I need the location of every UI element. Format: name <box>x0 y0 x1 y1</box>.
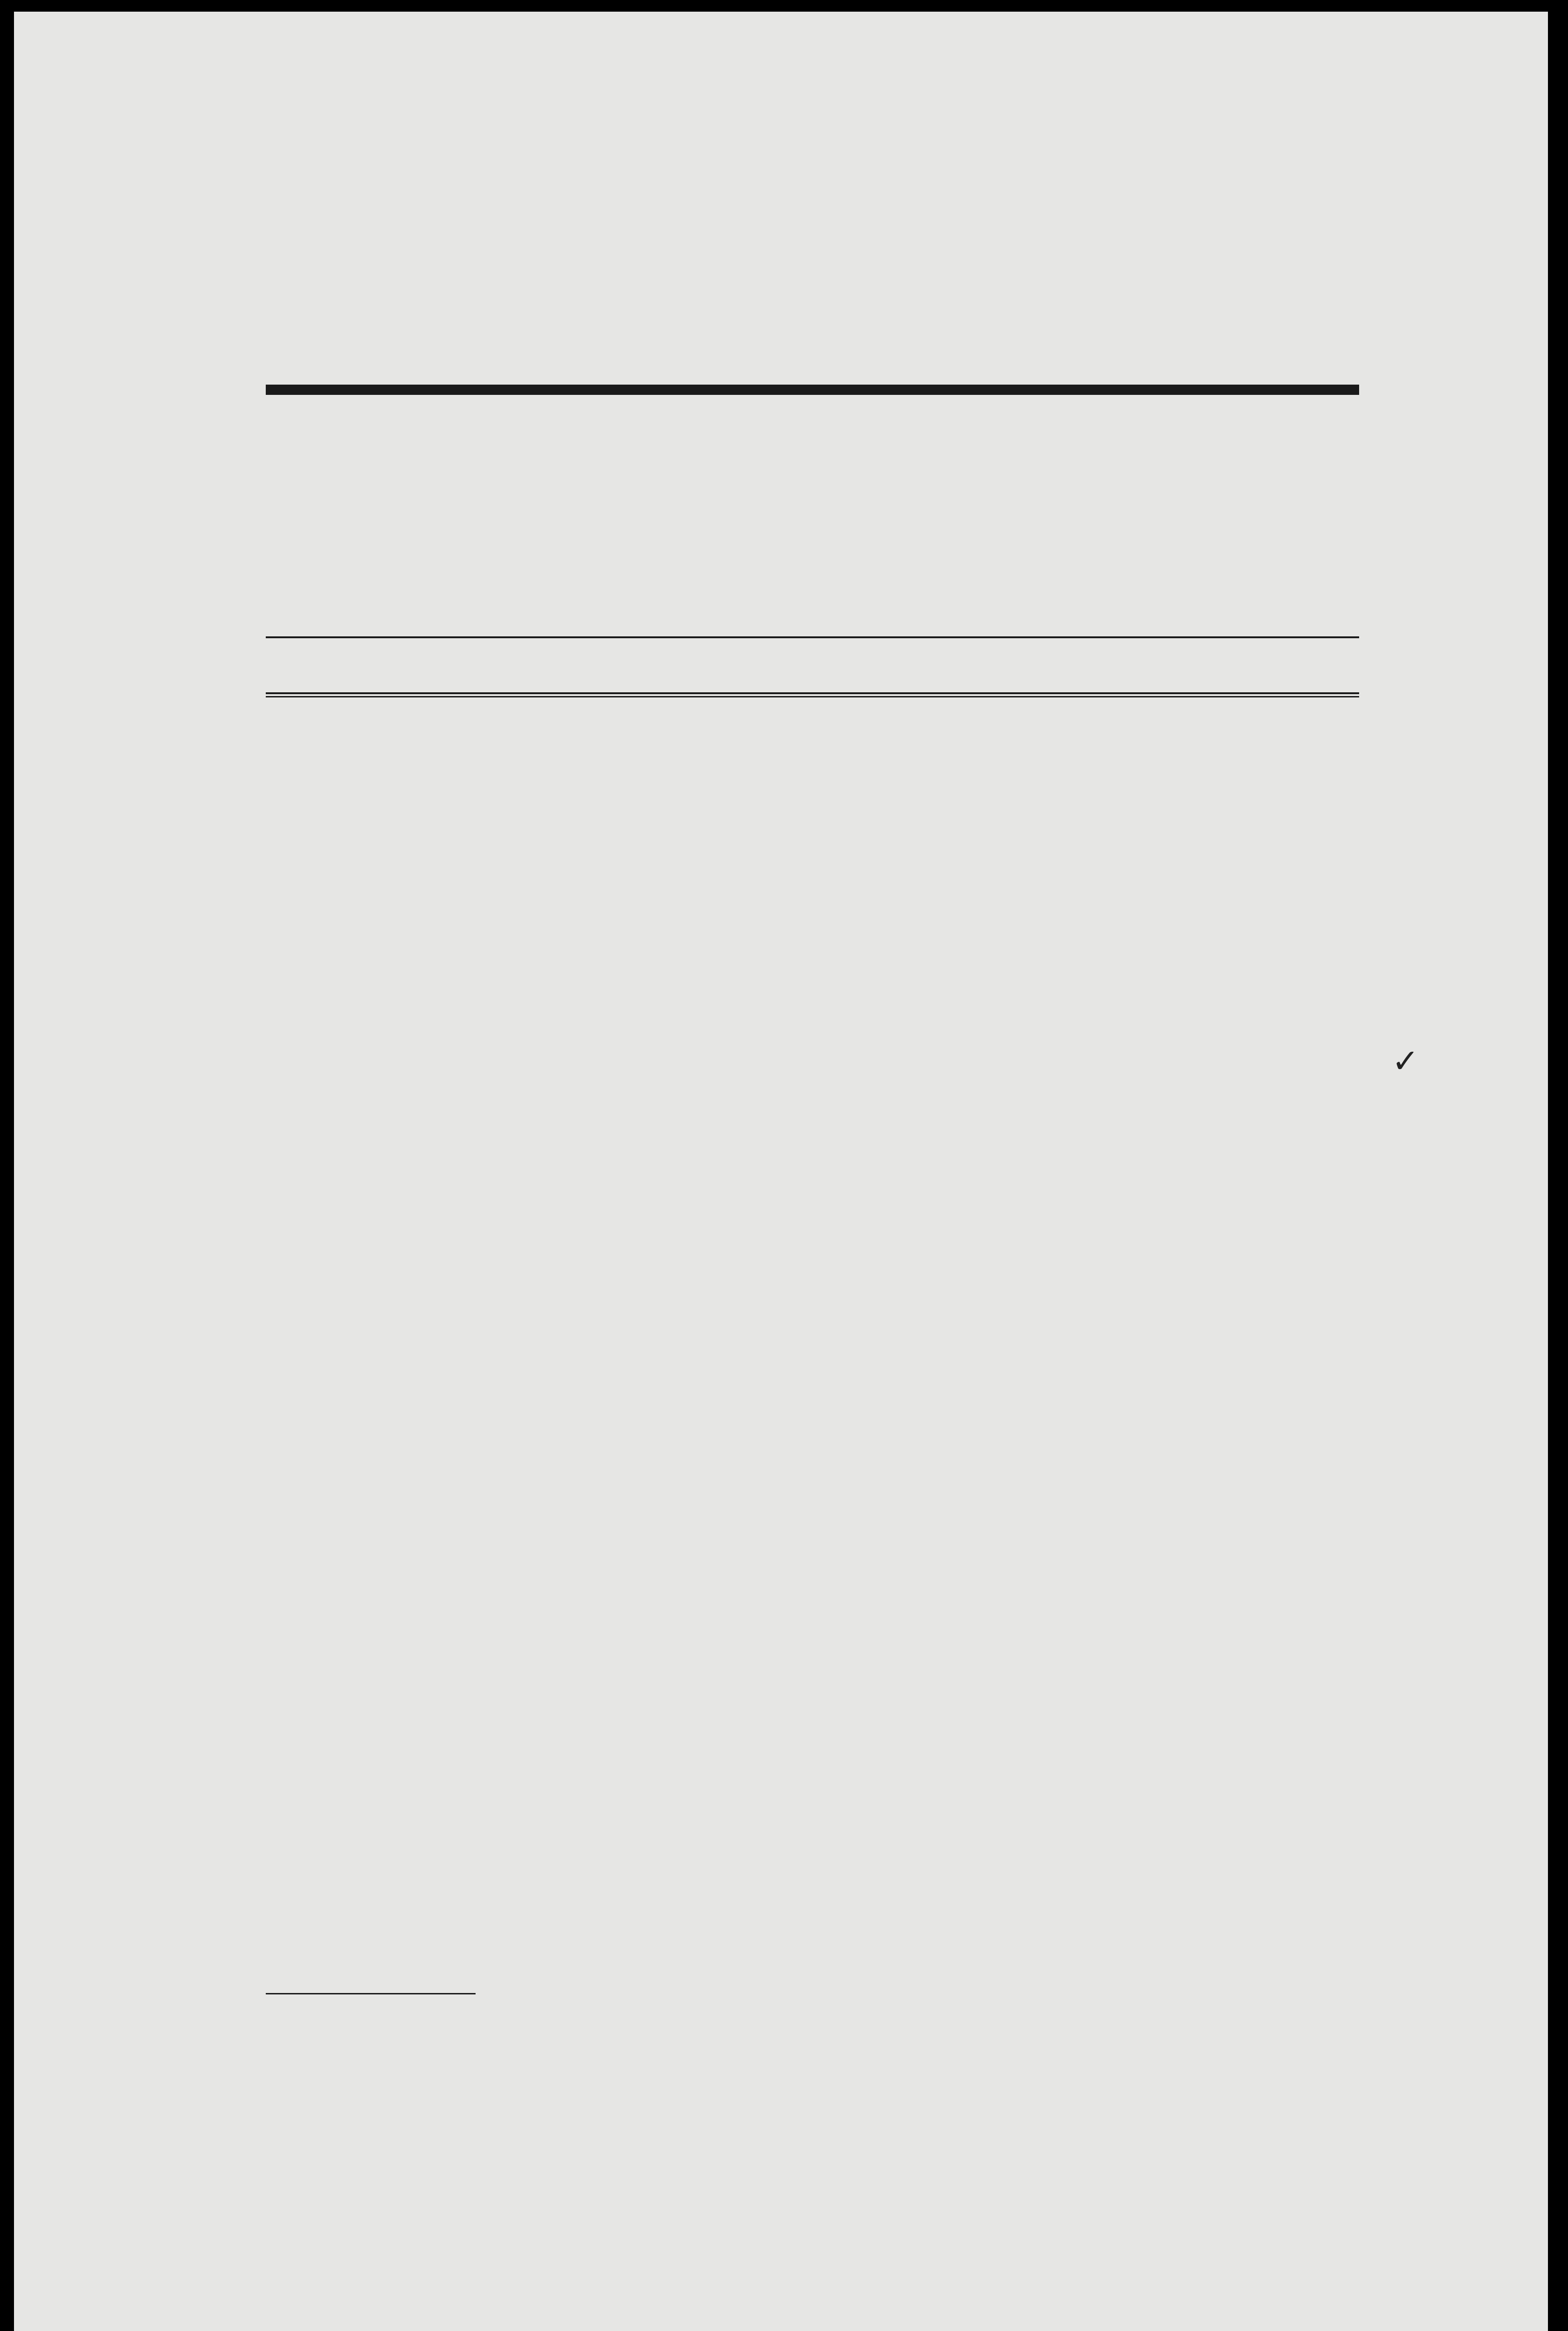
page <box>14 12 1548 2331</box>
check-mark-icon: ✓ <box>1392 1042 1419 1080</box>
units-rule-top <box>266 692 1359 694</box>
top-rule <box>266 385 1359 395</box>
header-rule <box>266 636 1359 638</box>
footnote-rule <box>266 1993 476 1994</box>
data-table <box>266 385 1359 2002</box>
units-rule-bottom <box>266 696 1359 697</box>
